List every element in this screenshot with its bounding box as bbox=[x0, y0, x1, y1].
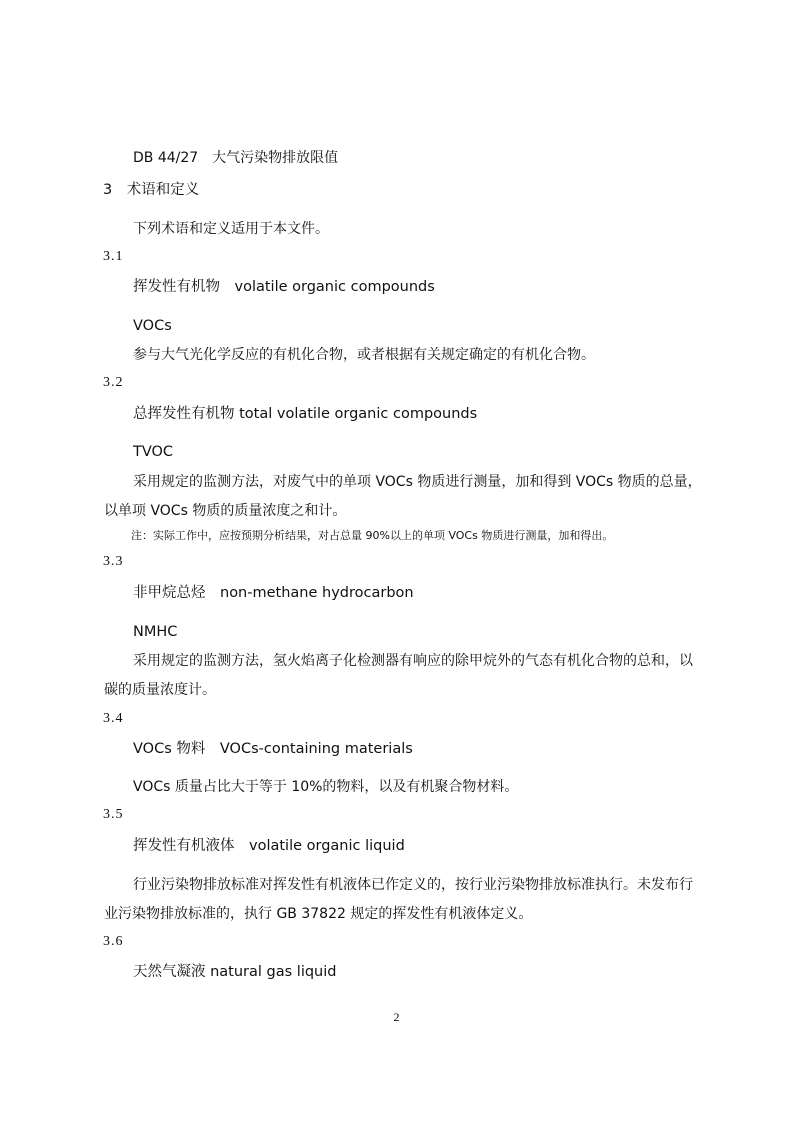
term-title: 总挥发性有机物 total volatile organic compounds bbox=[133, 406, 478, 422]
term-title: 天然气凝液 natural gas liquid bbox=[133, 964, 337, 980]
term-definition-line: 碳的质量浓度计。 bbox=[104, 682, 216, 698]
term-number: 3.4 bbox=[103, 711, 124, 726]
term-number: 3.5 bbox=[103, 807, 124, 822]
term-definition-line: 采用规定的监测方法，对废气中的单项 VOCs 物质进行测量，加和得到 VOCs 物质的总量， bbox=[133, 474, 702, 490]
term-title: 挥发性有机物 volatile organic compounds bbox=[133, 279, 435, 295]
term-definition: 参与大气光化学反应的有机化合物，或者根据有关规定确定的有机化合物。 bbox=[133, 347, 595, 363]
term-note: 注：实际工作中，应按预期分析结果，对占总量 90%以上的单项 VOCs 物质进行测量，加和得出。 bbox=[131, 529, 614, 542]
term-definition-line: 采用规定的监测方法，氢火焰离子化检测器有响应的除甲烷外的气态有机化合物的总和，以 bbox=[133, 653, 693, 669]
section-intro: 下列术语和定义适用于本文件。 bbox=[133, 221, 329, 237]
standard-reference: DB 44/27 大气污染物排放限值 bbox=[133, 150, 339, 166]
term-number: 3.2 bbox=[103, 375, 124, 390]
page-number: 2 bbox=[393, 1010, 400, 1024]
term-definition: VOCs 质量占比大于等于 10%的物料，以及有机聚合物材料。 bbox=[133, 779, 519, 795]
term-number: 3.6 bbox=[103, 934, 124, 949]
term-title: VOCs 物料 VOCs-containing materials bbox=[133, 741, 413, 757]
term-definition-line: 以单项 VOCs 物质的质量浓度之和计。 bbox=[104, 503, 347, 519]
term-definition-line: 行业污染物排放标准对挥发性有机液体已作定义的，按行业污染物排放标准执行。未发布行 bbox=[133, 877, 693, 893]
term-number: 3.1 bbox=[103, 249, 124, 264]
term-number: 3.3 bbox=[103, 554, 124, 569]
term-abbreviation: VOCs bbox=[133, 318, 172, 334]
term-title: 挥发性有机液体 volatile organic liquid bbox=[133, 838, 405, 854]
section-heading: 3 术语和定义 bbox=[103, 182, 200, 198]
term-abbreviation: TVOC bbox=[133, 444, 174, 460]
term-definition-line: 业污染物排放标准的，执行 GB 37822 规定的挥发性有机液体定义。 bbox=[104, 906, 533, 922]
term-title: 非甲烷总烃 non-methane hydrocarbon bbox=[133, 585, 414, 601]
term-abbreviation: NMHC bbox=[133, 624, 178, 640]
